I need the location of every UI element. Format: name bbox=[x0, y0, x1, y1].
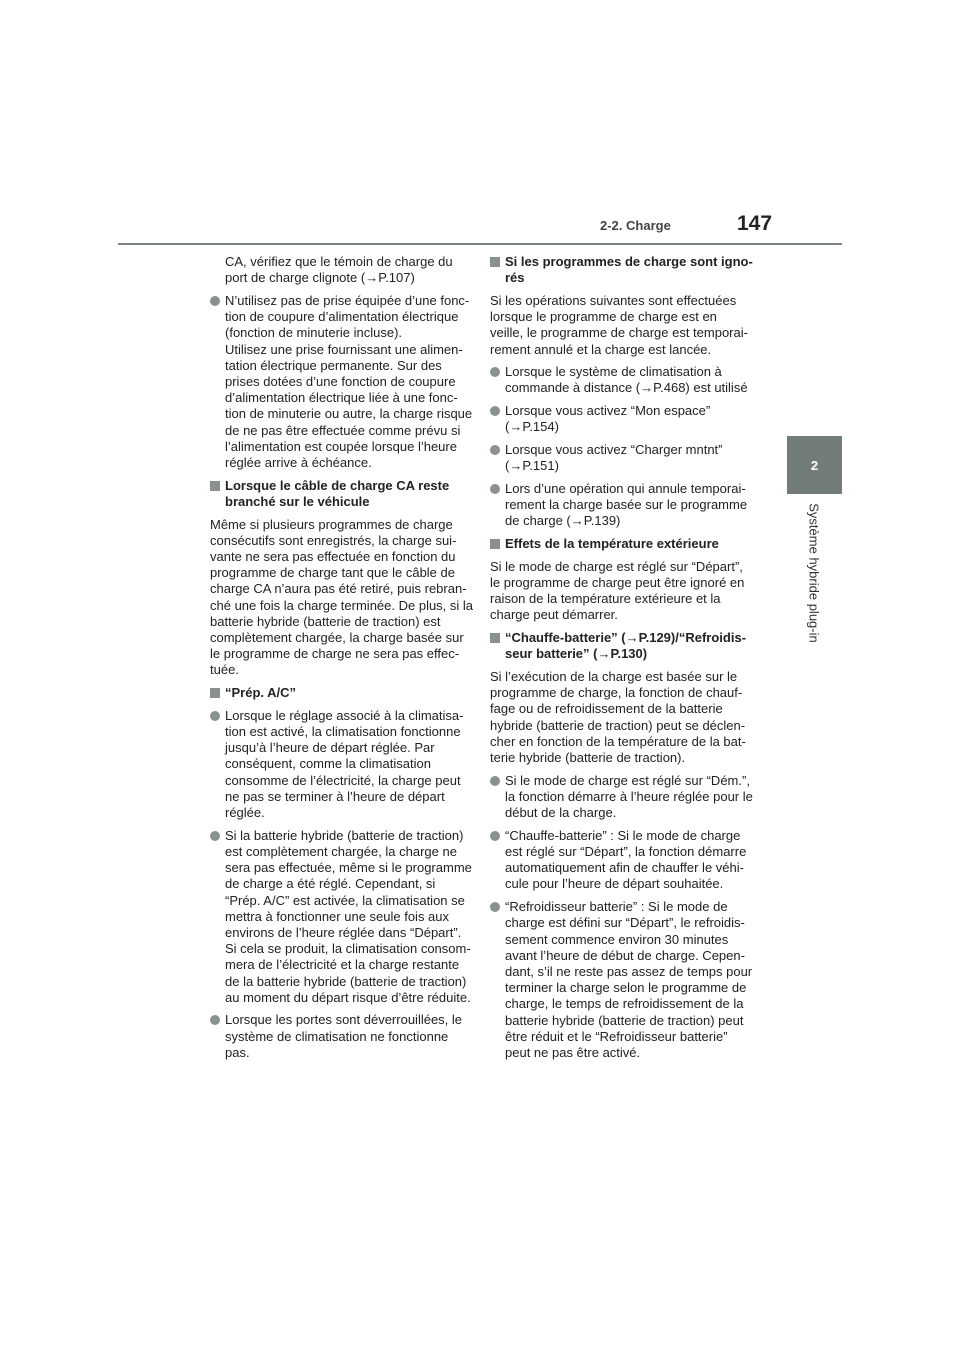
text-line: environs de l’heure réglée dans “Départ”. bbox=[225, 924, 462, 940]
text-line: réglée. bbox=[225, 805, 265, 820]
text-line: de la batterie hybride (batterie de traction) bbox=[225, 973, 467, 989]
text-line: Lorsque les portes sont déverrouillées, le bbox=[225, 1012, 463, 1028]
text-line: d’alimentation électrique liée à une fonc- bbox=[225, 390, 458, 406]
text-line: rement la charge basée sur le programme bbox=[505, 497, 748, 513]
page-number: 147 bbox=[737, 212, 773, 235]
text-line: “Prép. A/C” est activée, la climatisation se bbox=[225, 892, 465, 908]
text-line: peut ne pas être activé. bbox=[505, 1044, 641, 1060]
header-divider bbox=[118, 243, 842, 245]
text-line: batterie hybride (batterie de traction) est bbox=[210, 613, 441, 629]
text-line: cher en fonction de la température de la bat- bbox=[490, 733, 746, 749]
text-line: automatiquement afin de chauffer le véhi- bbox=[505, 860, 744, 876]
text-line: N’utilisez pas de prise équipée d’une fonc- bbox=[225, 292, 470, 308]
text-line: programme de charge, la fonction de chauf- bbox=[490, 685, 743, 701]
text-line: Lorsque vous activez “Mon espace” bbox=[505, 403, 711, 419]
text-line: charge est défini sur “Départ”, le refroidis- bbox=[505, 915, 745, 931]
text-line: est complètement chargée, la charge ne bbox=[225, 843, 457, 859]
text-line: tion de minuterie ou autre, la charge risque bbox=[225, 406, 473, 422]
text-line: tation électrique permanente. Sur des bbox=[225, 357, 442, 373]
text-line: Si les programmes de charge sont igno- bbox=[505, 254, 753, 269]
text-line: commande à distance (→P.468) est utilisé bbox=[505, 380, 748, 396]
text-line: mera de l’électricité et la charge restante bbox=[225, 957, 460, 973]
bullet-item bbox=[490, 480, 748, 530]
text-line: consomme de l’électricité, la charge peut bbox=[225, 772, 461, 788]
paragraph bbox=[490, 669, 745, 766]
bullet-item bbox=[490, 772, 753, 822]
text-line: tuée. bbox=[210, 662, 239, 678]
chapter-label: Système hybride plug-in bbox=[806, 503, 822, 643]
text-line: mettra à fonctionner une seule fois aux bbox=[225, 908, 450, 924]
text-line: jusqu’à l’heure de départ réglée. Par bbox=[225, 740, 435, 756]
text-line: lorsque le programme de charge est en bbox=[490, 309, 717, 325]
text-line: système de climatisation ne fonctionne bbox=[225, 1028, 449, 1044]
text-line: Si l’exécution de la charge est basée sur le bbox=[490, 668, 738, 684]
text-line: branché sur le véhicule bbox=[225, 493, 370, 509]
left-column bbox=[210, 254, 474, 1068]
section-heading bbox=[210, 685, 465, 701]
bullet-item bbox=[210, 1012, 465, 1061]
bullet-item bbox=[490, 442, 745, 474]
text-line: CA, vérifiez que le témoin de charge du bbox=[225, 254, 453, 269]
text-line: (fonction de minuterie incluse). bbox=[225, 325, 403, 341]
text-line: vante ne sera pas effectuée en fonction du bbox=[210, 548, 456, 564]
text-line: fage ou de refroidissement de la batterie bbox=[490, 701, 723, 717]
section-heading bbox=[490, 536, 745, 552]
text-line: veille, le programme de charge est temporai- bbox=[490, 325, 748, 341]
text-line: réglée arrive à échéance. bbox=[225, 454, 372, 470]
text-line: terminer la charge selon le programme de bbox=[505, 980, 747, 996]
right-column bbox=[490, 254, 753, 1068]
text-line: raison de la température extérieure et la bbox=[490, 591, 721, 607]
text-line: charge peut démarrer. bbox=[490, 607, 618, 623]
text-line: terie hybride (batterie de traction). bbox=[490, 749, 686, 765]
bullet-item bbox=[490, 899, 753, 1061]
section-heading bbox=[210, 478, 465, 510]
text-line: début de la charge. bbox=[505, 805, 617, 821]
text-line: “Chauffe-batterie” : Si le mode de charge bbox=[505, 827, 741, 843]
text-line: Si le mode de charge est réglé sur “Départ”, bbox=[490, 558, 743, 574]
text-line: Effets de la température extérieure bbox=[505, 536, 719, 552]
text-line: sement commence environ 30 minutes bbox=[505, 931, 729, 947]
text-line: de ne pas être effectuée comme prévu si bbox=[225, 422, 461, 438]
text-line: (→P.151) bbox=[505, 458, 559, 474]
text-line: “Prép. A/C” bbox=[225, 685, 297, 701]
section-title: 2-2. Charge bbox=[600, 218, 671, 233]
text-line: être réduit et le “Refroidisseur batterie” bbox=[505, 1028, 728, 1044]
text-line: programme de charge tant que le câble de bbox=[210, 565, 455, 581]
bullet-item bbox=[490, 403, 745, 435]
text-line: pas. bbox=[225, 1044, 250, 1060]
text-line: le programme de charge ne sera pas effec- bbox=[210, 646, 460, 662]
text-line: est réglé sur “Départ”, la fonction démarre bbox=[505, 844, 747, 859]
text-line: ne pas se terminer à l’heure de départ bbox=[225, 788, 445, 804]
text-line: Si le mode de charge est réglé sur “Dém.”, bbox=[505, 772, 750, 788]
bullet-item bbox=[210, 292, 473, 471]
bullet-item bbox=[490, 364, 748, 396]
text-line: port de charge clignote (→P.107) bbox=[225, 270, 415, 286]
text-line: hybride (batterie de traction) peut se déclen- bbox=[490, 717, 746, 733]
chapter-number: 2 bbox=[810, 457, 819, 473]
text-line: sera pas effectuée, même si le programme bbox=[225, 860, 472, 876]
paragraph bbox=[490, 292, 748, 358]
text-line: ché une fois la charge terminée. De plus, si la bbox=[210, 597, 474, 613]
text-line: (→P.154) bbox=[505, 419, 559, 435]
text-line: le programme de charge peut être ignoré en bbox=[490, 574, 745, 590]
text-line: la fonction démarre à l’heure réglée pour le bbox=[505, 788, 753, 804]
text-line: avant l’heure de début de charge. Cepen- bbox=[505, 947, 745, 963]
bullet-item bbox=[210, 708, 465, 821]
text-line: “Refroidisseur batterie” : Si le mode de bbox=[505, 899, 728, 915]
text-line: Si les opérations suivantes sont effectuées bbox=[490, 292, 737, 308]
text-line: l’alimentation est coupée lorsque l’heure bbox=[225, 438, 457, 454]
text-line: tion est activé, la climatisation fonctionne bbox=[225, 723, 461, 739]
section-heading bbox=[490, 630, 745, 662]
paragraph bbox=[210, 516, 474, 679]
text-line: Lorsque le système de climatisation à bbox=[505, 364, 722, 380]
text-line: cule pour l’heure de départ souhaitée. bbox=[505, 876, 724, 892]
text-line: charge CA n’aura pas été retiré, puis rebran- bbox=[210, 581, 467, 597]
text-line: Lorsque le réglage associé à la climatisa- bbox=[225, 707, 464, 723]
text-line: rement annulé et la charge est lancée. bbox=[490, 341, 712, 357]
text-line: complètement chargée, la charge basée sur bbox=[210, 629, 464, 645]
text-line: tion de coupure d’alimentation électrique bbox=[225, 309, 459, 325]
text-line: Lorsque le câble de charge CA reste bbox=[225, 477, 450, 493]
text-line: “Chauffe-batterie” (→P.129)/“Refroidis- bbox=[505, 630, 747, 646]
text-line: Lorsque vous activez “Charger mntnt” bbox=[505, 442, 723, 458]
paragraph bbox=[490, 559, 745, 624]
text-line: Utilisez une prise fournissant une alimen- bbox=[225, 341, 463, 357]
section-heading bbox=[490, 254, 753, 286]
chapter-tab bbox=[787, 436, 842, 494]
bullet-continuation bbox=[210, 254, 465, 286]
text-line: rés bbox=[505, 270, 525, 286]
text-line: de charge a été réglé. Cependant, si bbox=[225, 876, 436, 892]
text-line: dant, s’il ne reste pas assez de temps pour bbox=[505, 963, 753, 979]
text-line: conséquent, comme la climatisation bbox=[225, 756, 431, 772]
text-line: consécutifs sont enregistrés, la charge sui- bbox=[210, 532, 457, 548]
text-line: Si cela se produit, la climatisation consom- bbox=[225, 941, 471, 957]
text-line: prises dotées d’une fonction de coupure bbox=[225, 373, 456, 389]
bullet-item bbox=[490, 828, 745, 893]
text-line: charge, le temps de refroidissement de la bbox=[505, 996, 744, 1012]
text-line: Même si plusieurs programmes de charge bbox=[210, 516, 453, 532]
text-line: au moment du départ risque d’être réduite. bbox=[225, 989, 471, 1005]
text-line: batterie hybride (batterie de traction) peut bbox=[505, 1012, 744, 1028]
text-line: seur batterie” (→P.130) bbox=[505, 646, 648, 662]
text-line: Lors d’une opération qui annule temporai- bbox=[505, 480, 746, 496]
text-line: Si la batterie hybride (batterie de traction) bbox=[225, 827, 464, 843]
text-line: de charge (→P.139) bbox=[505, 513, 621, 529]
bullet-item bbox=[210, 827, 472, 1006]
